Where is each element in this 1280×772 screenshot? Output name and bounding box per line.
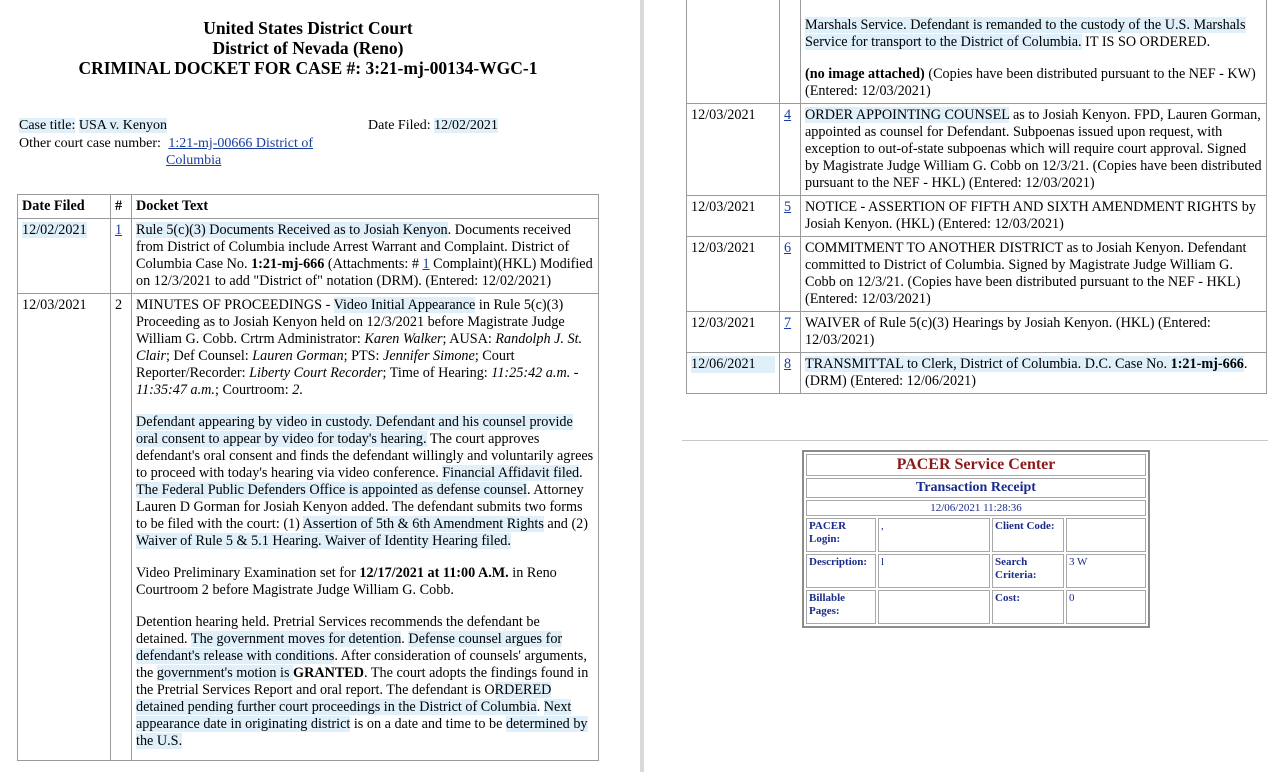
login-value: ,: [878, 518, 990, 552]
text-part: COMMITMENT TO ANOTHER DISTRICT: [805, 240, 1063, 256]
minutes-paragraph: [136, 297, 594, 399]
col-docket-text: Docket Text: [132, 195, 599, 219]
entry-number-link[interactable]: 1: [115, 222, 123, 238]
text-part: (Copies have been distributed pursuant to the NEF - KW) (Entered: 12/03/2021): [805, 66, 1256, 99]
text-highlight: determined by the U.S.: [136, 716, 588, 749]
entry-text: WAIVER of Rule 5(c)(3) Hearings by Josiah Kenyon. (HKL) (Entered: 12/03/2021): [801, 312, 1267, 353]
col-date-filed: Date Filed: [18, 195, 111, 219]
table-header-row: [18, 195, 599, 219]
text-italic: Randolph J. St. Clair: [136, 331, 583, 364]
date-filed-value: 12/02/2021: [434, 118, 498, 133]
detention-paragraph: [136, 614, 594, 750]
text-highlight: TRANSMITTAL to Clerk, District of Columbia. D.C. Case No.: [805, 356, 1171, 372]
search-criteria-value: 3 W: [1066, 554, 1146, 588]
client-code-label: Client Code:: [992, 518, 1064, 552]
text-highlight: Assertion of 5th & 6th Amendment Rights: [302, 516, 544, 532]
table-row: [18, 219, 599, 294]
appearance-paragraph: [136, 414, 594, 550]
col-number: #: [111, 195, 132, 219]
text-part: ; AUSA:: [442, 331, 496, 347]
text-highlight: Marshals Service. Defendant is remanded to the custody of the U.S. Marshals Service for transport to the District of Columbia.: [805, 17, 1246, 50]
table-row: [687, 237, 1267, 312]
text-part: as to Josiah Kenyon. Defendant committed to District of Columbia. Signed by Magistrate Judge William G. Cobb on 12/3/21. (Copies have been distributed pursuant to the NEF - HKL) (Entered: 12/03/2021): [805, 240, 1247, 307]
text-bold: 1:21-mj-666: [1170, 356, 1244, 372]
cost-value: 0: [1066, 590, 1146, 624]
text-part: MINUTES OF PROCEEDINGS -: [136, 297, 334, 313]
text-italic: Karen Walker: [364, 331, 443, 347]
separator-line: [682, 440, 1268, 441]
billable-pages-value: [878, 590, 990, 624]
entry-text: NOTICE - ASSERTION OF FIFTH AND SIXTH AMENDMENT RIGHTS by Josiah Kenyon. (HKL) (Entered: 12/03/2021): [801, 196, 1267, 237]
text-part: .: [299, 382, 303, 398]
receipt-row: [806, 590, 1146, 624]
entry-text-highlight: Rule 5(c)(3) Documents Received as to Josiah Kenyon: [136, 222, 448, 238]
table-row: [687, 353, 1267, 394]
text-part: ; Court Reporter/Recorder:: [136, 348, 515, 381]
text-part: and (2): [543, 516, 588, 532]
receipt-row: [806, 554, 1146, 588]
entry-date: 12/03/2021: [687, 312, 780, 353]
other-case-label: Other court case number:: [19, 136, 161, 151]
login-label: PACER Login:: [806, 518, 876, 552]
text-italic: 2: [292, 382, 300, 398]
text-bold: GRANTED: [293, 665, 364, 681]
case-number-bold: 1:21-mj-666: [251, 256, 325, 272]
text-bold: (no image attached): [805, 66, 925, 82]
entry-text-part: . Documents received from District of Columbia include Arrest Warrant and Complaint. District of Columbia Case No.: [136, 222, 571, 272]
entry-date: 12/02/2021: [22, 222, 87, 238]
receipt-timestamp: 12/06/2021 11:28:36: [806, 500, 1146, 516]
entry-date: 12/03/2021: [18, 294, 111, 761]
date-filed-label: Date Filed:: [368, 118, 431, 133]
text-bold: 12/17/2021 at 11:00 A.M.: [359, 565, 509, 581]
entry-text: [132, 294, 599, 761]
entry-date: 12/03/2021: [687, 104, 780, 196]
docket-table-left: [17, 194, 599, 761]
text-part: . (DRM) (Entered: 12/06/2021): [805, 356, 1248, 389]
text-part: as to Josiah Kenyon. FPD, Lauren Gorman, appointed as counsel for Defendant. Subpoenas issued upon request, with exception to out-of-state subpoenas which will require court approval. Signed by Magistrate Judge William G. Cobb on 12/3/21. (Copies have been distributed pursuant to the NEF - HKL) (Entered: 12/03/2021): [805, 107, 1262, 191]
no-image-paragraph: [805, 66, 1262, 100]
text-italic: 11:25:42 a.m. - 11:35:47 a.m.: [136, 365, 579, 398]
billable-pages-label: Billable Pages:: [806, 590, 876, 624]
attachment-link[interactable]: 1: [422, 256, 430, 272]
text-part: Detention hearing held. Pretrial Services recommends the defendant be detained.: [136, 614, 540, 647]
remand-paragraph: [805, 17, 1262, 51]
text-highlight: Defendant appearing by video in custody. Defendant and his counsel provide oral consent to appear by video for today's hearing.: [136, 414, 573, 447]
text-highlight: Video Initial Appearance: [333, 297, 476, 313]
text-part: is on a date and time to be: [350, 716, 506, 732]
entry-text-part: Complaint)(HKL) Modified on 12/3/2021 to add "District of" notation (DRM). (Entered: 12/02/2021): [136, 256, 593, 289]
entry-number-link[interactable]: 8: [784, 356, 792, 372]
description-value: l: [878, 554, 990, 588]
text-part: ; PTS:: [343, 348, 384, 364]
entry-number-link[interactable]: 7: [784, 315, 792, 331]
receipt-subtitle: Transaction Receipt: [806, 478, 1146, 498]
court-name: United States District Court: [203, 18, 413, 38]
receipt-title: PACER Service Center: [806, 454, 1146, 476]
text-part: ; Courtroom:: [214, 382, 293, 398]
docket-table-right: [686, 0, 1267, 394]
table-row-continued: [687, 0, 1267, 104]
prelim-exam-paragraph: [136, 565, 594, 599]
text-highlight: Next appearance date in originating district: [136, 699, 572, 732]
table-row: [687, 104, 1267, 196]
entry-number-link[interactable]: 5: [784, 199, 792, 215]
text-part: .: [579, 465, 583, 481]
text-highlight: Defense counsel argues for defendant's release with conditions: [136, 631, 563, 664]
search-criteria-label: Search Criteria:: [992, 554, 1064, 588]
text-part: . The court adopts the findings found in the Pretrial Services Report and oral report. The defendant is O: [136, 665, 589, 698]
text-part: . After consideration of counsels' arguments, the: [136, 648, 587, 681]
text-italic: Lauren Gorman: [252, 348, 344, 364]
text-part: The court approves defendant's oral consent and finds the defendant willingly and voluntarily agrees to proceed with today's hearing via video conference.: [136, 431, 594, 481]
text-highlight: The Federal Public Defenders Office is appointed as defense counsel: [136, 482, 527, 498]
text-highlight: The government moves for detention: [190, 631, 402, 647]
text-part: ; Def Counsel:: [165, 348, 253, 364]
entry-text: [132, 219, 599, 294]
case-title-value: USA v. Kenyon: [78, 118, 168, 133]
entry-number-empty: [780, 0, 801, 104]
text-highlight: Waiver of Rule 5 & 5.1 Hearing. Waiver of Identity Hearing filed.: [136, 533, 511, 549]
text-part: .: [536, 699, 544, 715]
text-part: in Rule 5(c)(3) Proceeding as to Josiah Kenyon held on 12/3/2021 before Magistrate Judge William G. Cobb. Crtrm Administrator:: [136, 297, 565, 347]
district-name: District of Nevada (Reno): [212, 38, 404, 58]
description-label: Description:: [806, 554, 876, 588]
entry-text-continued: [801, 0, 1267, 104]
text-italic: Jennifer Simone: [383, 348, 475, 364]
text-part: ; Time of Hearing:: [382, 365, 492, 381]
entry-text: [801, 237, 1267, 312]
text-italic: Liberty Court Recorder: [249, 365, 383, 381]
text-highlight: ORDER APPOINTING COUNSEL: [805, 107, 1010, 123]
entry-date: 12/03/2021: [687, 196, 780, 237]
entry-date: 12/03/2021: [687, 237, 780, 312]
docket-title: CRIMINAL DOCKET FOR CASE #: 3:21-mj-00134-WGC-1: [78, 58, 538, 78]
docket-right-pane[interactable]: [644, 0, 1280, 772]
entry-number-link[interactable]: 4: [784, 107, 792, 123]
text-part: IT IS SO ORDERED.: [1081, 34, 1211, 50]
entry-text: [801, 353, 1267, 394]
text-highlight: Financial Affidavit filed: [442, 465, 580, 481]
table-row: [687, 312, 1267, 353]
date-filed: [368, 117, 498, 134]
entry-text-part: (Attachments: #: [324, 256, 423, 272]
pacer-receipt: [802, 450, 1150, 628]
text-part: .: [401, 631, 409, 647]
text-part: in Reno Courtroom 2 before Magistrate Judge William G. Cobb.: [136, 565, 557, 598]
table-row: [687, 196, 1267, 237]
cost-label: Cost:: [992, 590, 1064, 624]
other-case-link[interactable]: 1:21-mj-00666 District of: [168, 136, 314, 151]
entry-date-empty: [687, 0, 780, 104]
case-title: [19, 117, 167, 134]
other-case-link-continued[interactable]: Columbia: [166, 153, 222, 168]
text-part: . Attorney Lauren D Gorman for Josiah Kenyon added. The defendant submits two forms to be filed with the court: (1): [136, 482, 584, 532]
text-part: Video Preliminary Examination set for: [136, 565, 360, 581]
client-code-value: [1066, 518, 1146, 552]
text-highlight: government's motion is: [156, 665, 294, 681]
entry-number-link[interactable]: 6: [784, 240, 792, 256]
receipt-row: [806, 518, 1146, 552]
text-highlight: RDERED detained pending further court proceedings in the District of Columbia: [136, 682, 552, 715]
other-case-number: [19, 135, 349, 169]
entry-text: [801, 104, 1267, 196]
entry-number: 2: [111, 294, 132, 761]
entry-date: 12/06/2021: [691, 356, 775, 373]
case-title-label: Case title:: [19, 118, 76, 133]
table-row: [18, 294, 599, 761]
